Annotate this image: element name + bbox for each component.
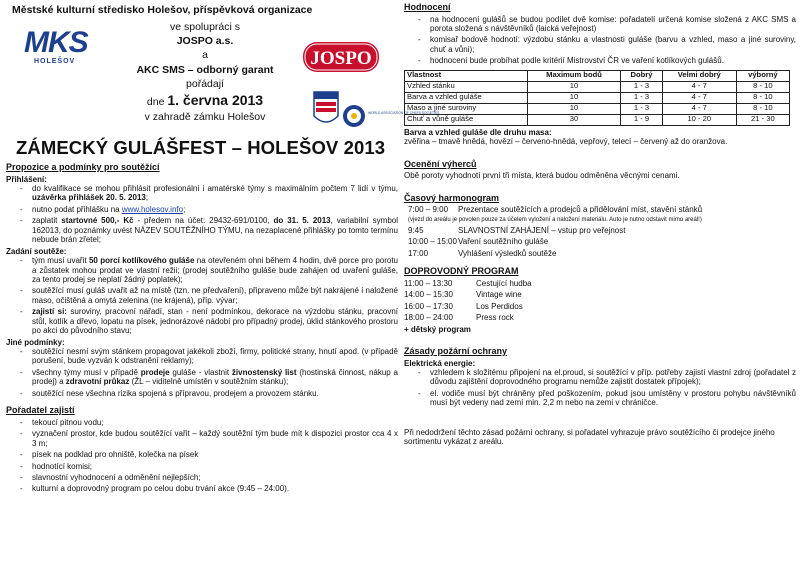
- electricity-heading: Elektrická energie:: [404, 358, 476, 368]
- program-row: 18:00 – 24:00 Press rock: [404, 313, 514, 323]
- mks-logo-text: MKS: [24, 26, 88, 59]
- list-item: - slavnostní vyhodnocení a odměnění nejlepších;: [32, 473, 398, 482]
- column-header: Velmi dobrý: [662, 70, 736, 81]
- column-header: Vlastnost: [405, 70, 528, 81]
- schedule-heading: Časový harmonogram: [404, 192, 500, 203]
- list-item: - hodnocení bude probíhat podle kritérií Mistrovství ČR ve vaření kotlíkových gulášů.: [430, 56, 796, 65]
- list-item: - tým musí uvařit 50 porcí kotlíkového guláše na otevřeném ohni během 4 hodin, dvě porce pro porotu a zůstatek mohou prodat ve vlastní režii; (prodej soutěžního guláše bude zahájen od uvaření guláše, za tento prodej se neplatí žádný poplatek);: [32, 256, 398, 284]
- partners-line: pořádají: [186, 77, 224, 90]
- table-cell: 10: [527, 92, 620, 103]
- table-row: [405, 103, 790, 114]
- table-cell: 1 - 9: [621, 114, 663, 125]
- akc-logo: [306, 88, 440, 136]
- list-item: - zajistí si: suroviny, pracovní nářadí, stan - není podmínkou, dekorace na výzdobu stánku, pracovní stůl, kotlík a dřevo, lopatu na písek, jednorázové nádobí pro případný prodej, úklid stánkového prostoru po akci do původního stavu;: [32, 307, 398, 335]
- schedule: [404, 205, 796, 258]
- rules-section: [6, 162, 398, 494]
- table-header-row: [405, 70, 790, 81]
- event-place: v zahradě zámku Holešov: [144, 110, 266, 123]
- table-cell: 1 - 3: [621, 92, 663, 103]
- table-cell: 8 - 10: [736, 92, 789, 103]
- fire-safety-heading: Zásady požární ochrany: [404, 345, 508, 356]
- list-item: - tekoucí pitnou vodu;: [32, 418, 398, 427]
- list-item: - soutěžící nese všechna rizika spojená s přípravou, prodejem a provozem stánku.: [32, 389, 398, 398]
- other-conditions-heading: Jiné podmínky:: [6, 337, 65, 347]
- list-item: - kulturní a doprovodný program po celou dobu trvání akce (9:45 – 24:00).: [32, 484, 398, 493]
- program-row: 14:00 – 15:30 Vintage wine: [404, 290, 522, 300]
- list-item: - komisař bodově hodnotí: výzdobu stánku a vlastnosti guláše (barvu a vzhled, maso a jiné suroviny, chuť a vůni);: [430, 35, 796, 54]
- table-cell: 10: [527, 81, 620, 92]
- kids-program: + dětský program: [404, 324, 471, 334]
- program-row: 16:00 – 17:30 Los Perdidos: [404, 301, 523, 311]
- organizer-provides-list: [6, 418, 398, 494]
- table-row: [405, 114, 790, 125]
- table-cell: Barva a vzhled guláše: [405, 92, 528, 103]
- program-row: 11:00 – 13:30 Cestující hudba: [404, 278, 532, 288]
- list-item: - soutěžící musí guláš uvařit až na místě (tzn. ne předvaření), připraveno může být nakrájené i naložené maso, očištěná a omytá zelenina (ne krájená), příp. vývar;: [32, 286, 398, 305]
- schedule-row: 9:45 SLAVNOSTNÍ ZAHÁJENÍ – vstup pro veřejnost: [408, 225, 626, 235]
- table-cell: Maso a jiné suroviny: [405, 103, 528, 114]
- list-item: - do kvalifikace se mohou přihlásit profesionální i amatérské týmy s maximálním počtem 7 lidí v týmu, uzávěrka přihlášek 20. 5. 2013;: [32, 184, 398, 203]
- page-title: ZÁMECKÝ GULÁŠFEST – HOLEŠOV 2013: [16, 137, 386, 158]
- column-header: Maximum bodů: [527, 70, 620, 81]
- list-item: - el. vodiče musí být chráněny před poškozením, pokud jsou umístěny v prostoru pohybu návštěvníků musí být vedeny nad zemí min. 2,2 m nebo na zemi v chráničce.: [430, 389, 796, 408]
- right-column: [404, 0, 796, 447]
- list-item: - hodnotící komisi;: [32, 462, 398, 471]
- assignment-list: [6, 256, 398, 336]
- mks-logo: [24, 28, 100, 66]
- list-item: - všechny týmy musí v případě prodeje guláše - vlastnit živnostenský list (hostinská činnost, nákup a prodej) a zdravotní průkaz (ŽL – viditelně umístěn v soutěžním stánku);: [32, 368, 398, 387]
- organizer-title: Městské kulturní středisko Holešov, příspěvková organizace: [12, 4, 313, 16]
- list-item: - nutno podat přihlášku na www.holesov.info;: [32, 205, 398, 214]
- program-heading: DOPROVODNÝ PROGRAM: [404, 266, 519, 277]
- partners-line: ve spolupráci s: [169, 21, 241, 33]
- table-cell: 1 - 3: [621, 103, 663, 114]
- schedule-row: 7:00 – 9:00 Prezentace soutěžících a prodejců a přidělování míst, stavění stánků: [408, 205, 703, 215]
- list-item: - písek na podklad pro ohniště, kolečka na písek: [32, 450, 398, 459]
- jospo-logo-text: JOSPO: [310, 48, 372, 69]
- table-cell: Chuť a vůně guláše: [405, 114, 528, 125]
- event-date: dne 1. června 2013: [146, 91, 264, 108]
- list-item: - vyznačení prostor, kde budou soutěžící vařit – každý soutěžní tým bude mít k dispozici prostor cca 4 x 3 m;: [32, 429, 398, 448]
- table-cell: 4 - 7: [662, 103, 736, 114]
- table-cell: 10 - 20: [662, 114, 736, 125]
- footer-note: Při nedodržení těchto zásad požární ochrany, si pořadatel vyhrazuje právo soutěžícího či prodejce jiného sortimentu vykázat z areálu.: [404, 427, 775, 447]
- schedule-row: 10:00 – 15:00 Vaření soutěžního guláše: [408, 237, 549, 247]
- column-header: výborný: [736, 70, 789, 81]
- partner-akc: AKC SMS – odborný garant: [136, 63, 274, 76]
- program-list: [404, 279, 796, 334]
- table-cell: 21 - 30: [736, 114, 789, 125]
- fire-safety-list: [404, 368, 796, 408]
- table-cell: 8 - 10: [736, 103, 789, 114]
- rules-heading: Propozice a podmínky pro soutěžící: [6, 162, 160, 172]
- registration-list: [6, 184, 398, 245]
- table-cell: 4 - 7: [662, 92, 736, 103]
- table-cell: 10: [527, 103, 620, 114]
- scoring-table: [404, 70, 790, 126]
- partners-block: [120, 20, 290, 124]
- list-item: - zaplatit startovné 500,- Kč - předem na účet: 29432-691/0100, do 31. 5. 2013, variabilní symbol 162013, do poznámky uvést NÁZEV SOUTĚŽNÍHO TÝMU, na nezaplacené přihlášky po tomto termínu nebude brán zřetel;: [32, 216, 398, 244]
- schedule-note: (vjezd do areálu je povolen pouze za účelem vyložení a naložení materiálu. Auto je nutno odstavit mimo areál!): [408, 216, 702, 223]
- color-heading: Barva a vzhled guláše dle druhu masa:: [404, 127, 552, 137]
- table-cell: Vzhled stánku: [405, 81, 528, 92]
- akc-logo-text: WORLD ASSOCIATION OF CHEFS SOCIETIES: [368, 111, 440, 115]
- organizer-provides-heading: Pořadatel zajistí: [6, 405, 75, 416]
- assignment-heading: Zadání soutěže:: [6, 246, 67, 256]
- mks-logo-sub: HOLEŠOV: [34, 58, 76, 65]
- column-header: Dobrý: [621, 70, 663, 81]
- jospo-logo: [300, 32, 382, 82]
- partner-jospo: JOSPO a.s.: [176, 35, 234, 48]
- evaluation-heading: Hodnocení: [404, 2, 451, 12]
- list-item: - vzhledem k složitému připojení na el.proud, si soutěžící v příp. potřeby zajistí vlastní zdroj (pořadatel z důvodu zajištění doprovodného programu nemůže zajistit dostatek přípojek);: [430, 368, 796, 387]
- table-row: [405, 92, 790, 103]
- list-item: - soutěžící nesmí svým stánkem propagovat jakékoli zboží, firmy, politické strany, hnutí apod. (v případě porušení, bude vyzván k odstranění reklamy);: [32, 347, 398, 366]
- evaluation-list: [404, 15, 796, 66]
- awards-text: Obě poroty vyhodnotí první tři místa, která budou odměněna věcnými cenami.: [404, 171, 680, 181]
- table-cell: 1 - 3: [621, 81, 663, 92]
- awards-heading: Ocenění výherců: [404, 158, 477, 169]
- color-text: zvěřina – tmavě hnědá, hovězí – červeno-hnědá, vepřový, telecí – červený až do oranžova.: [404, 137, 728, 147]
- partners-line: a: [202, 49, 208, 62]
- schedule-row: 17:00 Vyhlášení výsledků soutěže: [408, 248, 557, 258]
- table-row: [405, 81, 790, 92]
- table-cell: 30: [527, 114, 620, 125]
- table-cell: 4 - 7: [662, 81, 736, 92]
- website-link[interactable]: www.holesov.info: [121, 204, 184, 214]
- table-cell: 8 - 10: [736, 81, 789, 92]
- other-conditions-list: [6, 347, 398, 398]
- list-item: - na hodnocení gulášů se budou podílet dvě komise: pořadatelí určená komise složená z AKC SMS a porota složená s návštěvníků (laická veřejnost): [430, 15, 796, 34]
- registration-heading: Přihlášení:: [6, 174, 47, 184]
